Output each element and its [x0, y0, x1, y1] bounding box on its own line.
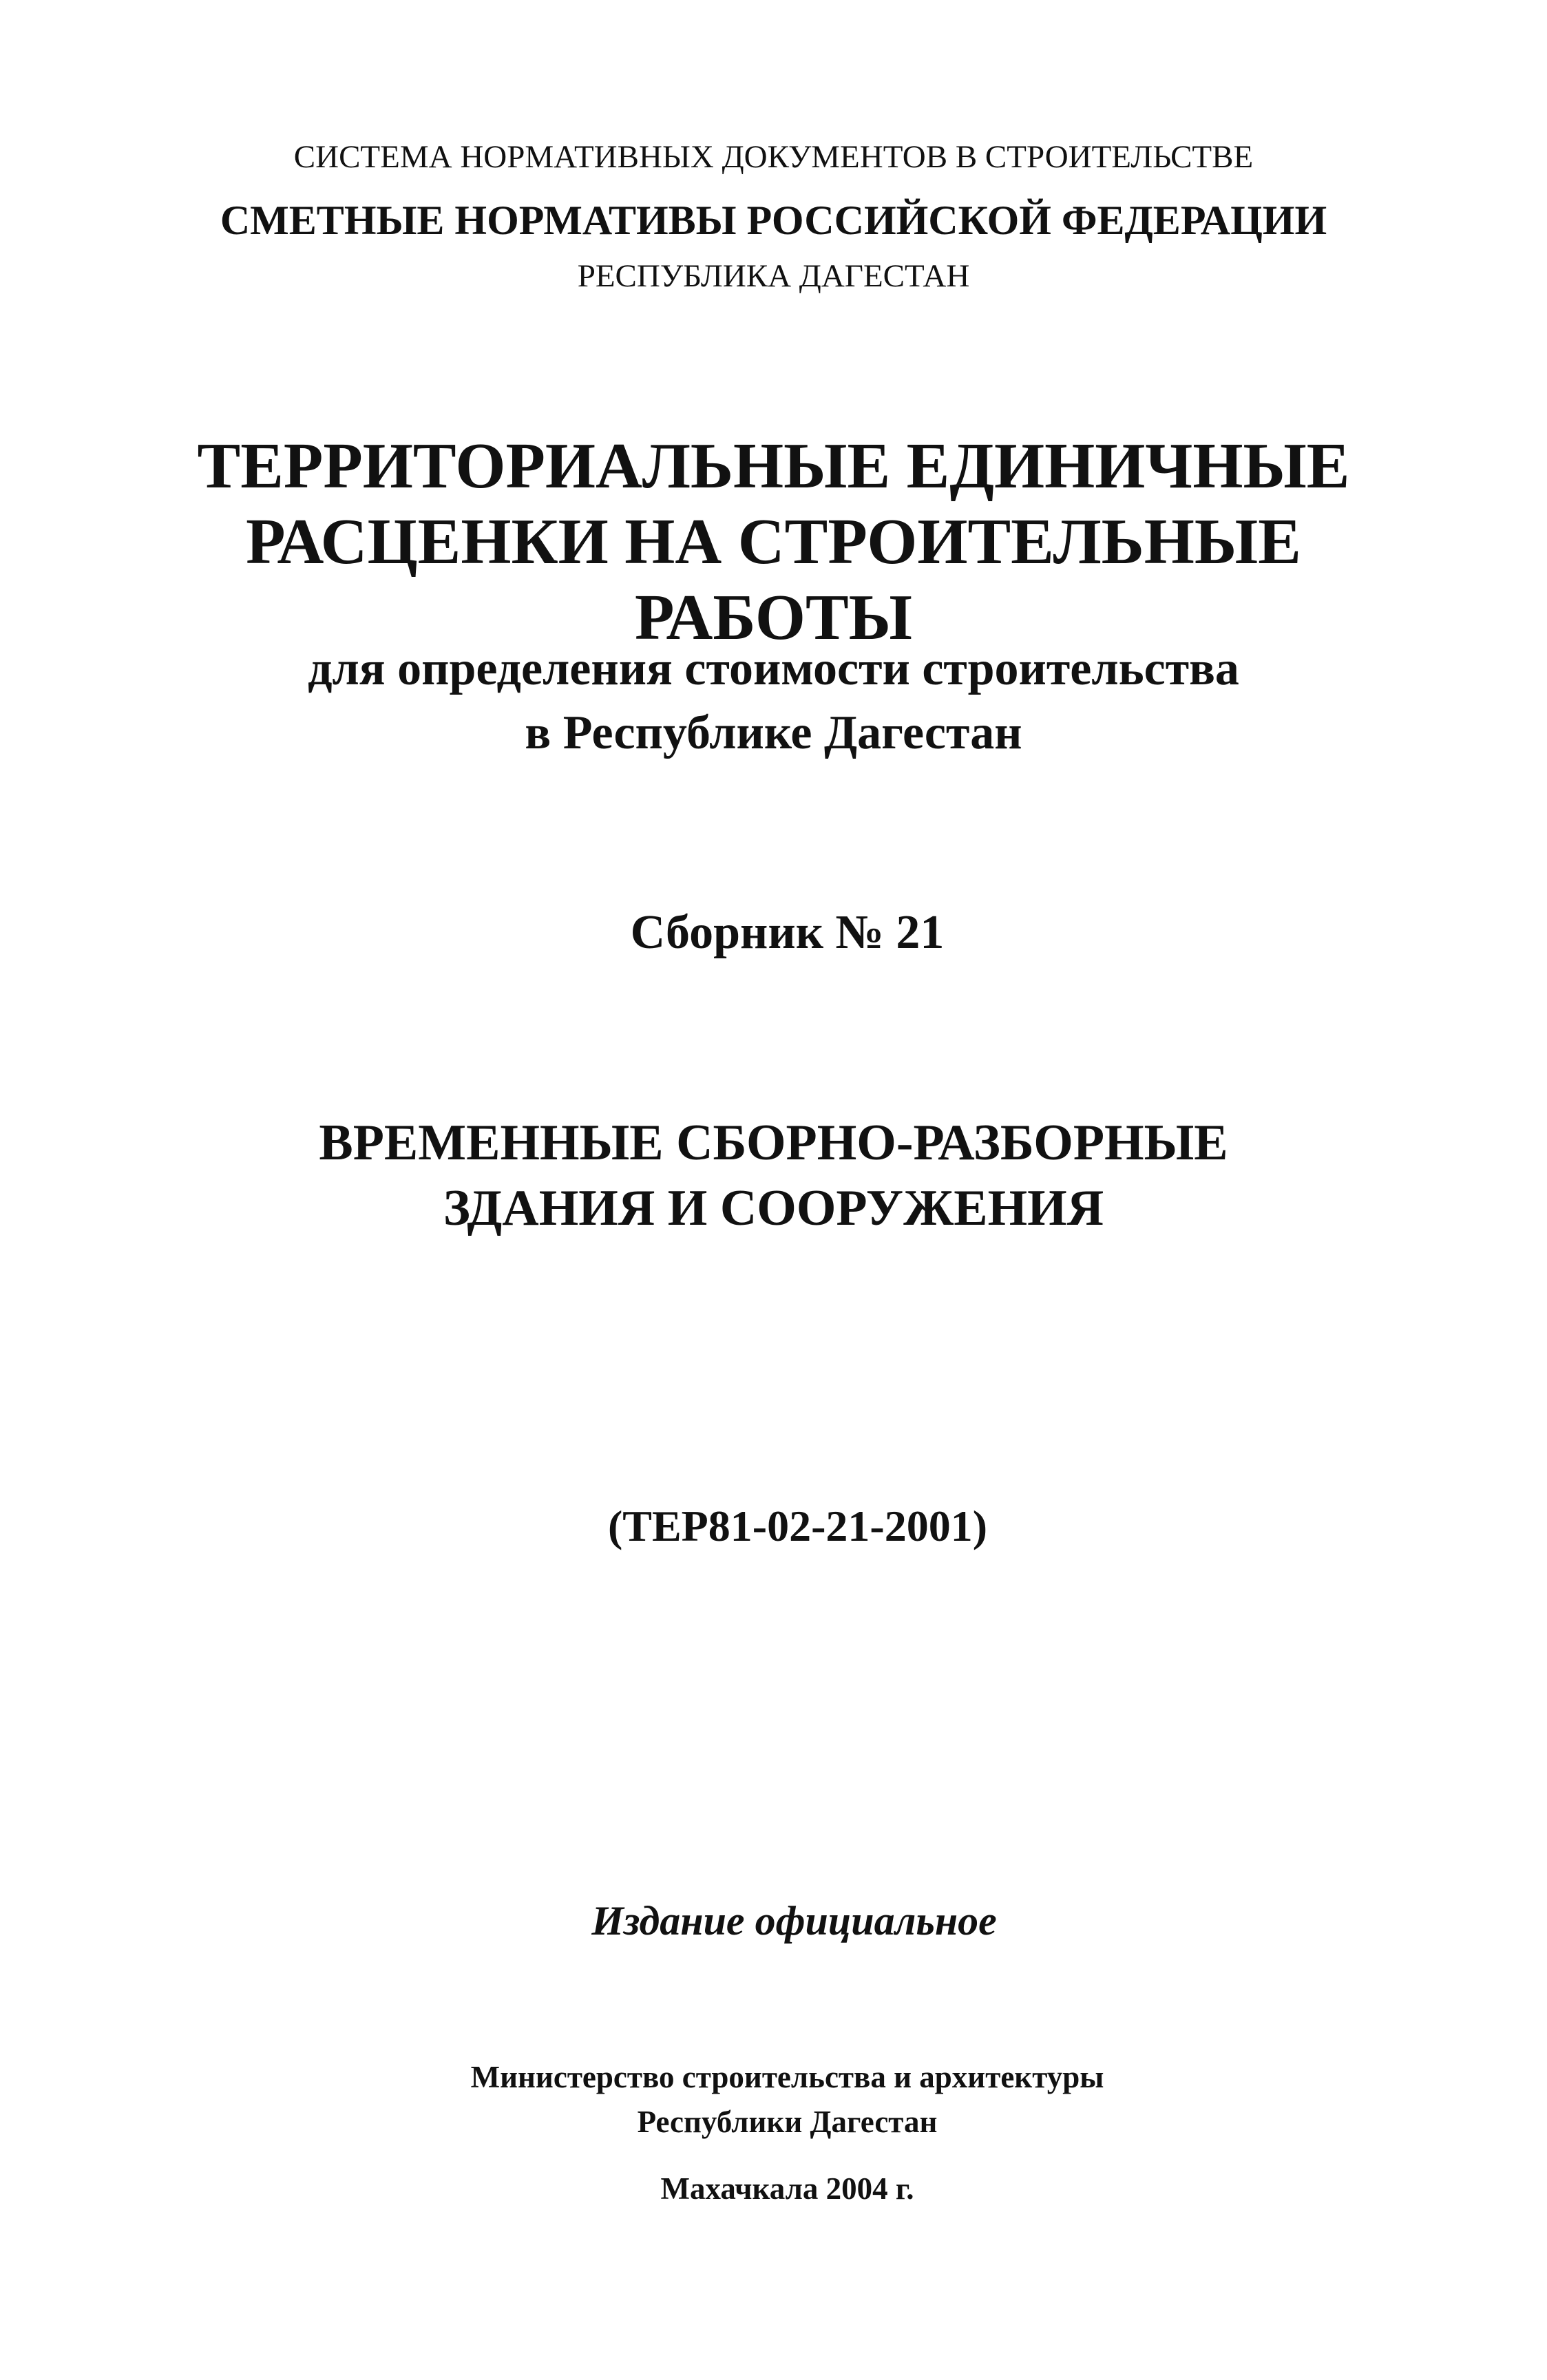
- series-name: СИСТЕМА НОРМАТИВНЫХ ДОКУМЕНТОВ В СТРОИТЕЛЬСТВЕ: [293, 139, 1254, 175]
- collection-number: Сборник № 21: [630, 906, 945, 959]
- document-title-line-2: РАСЦЕНКИ НА СТРОИТЕЛЬНЫЕ: [246, 506, 1301, 578]
- imprint-place-year: Махачкала 2004 г.: [660, 2171, 914, 2206]
- publisher-line-2: Республики Дагестан: [637, 2105, 938, 2139]
- section-title-line-1: ВРЕМЕННЫЕ СБОРНО-РАЗБОРНЫЕ: [319, 1115, 1228, 1171]
- edition-note: Издание официальное: [591, 1898, 997, 1944]
- series-subname: СМЕТНЫЕ НОРМАТИВЫ РОССИЙСКОЙ ФЕДЕРАЦИИ: [220, 198, 1327, 243]
- document-code: (ТЕР81-02-21-2001): [607, 1502, 988, 1550]
- document-subtitle-line-2: в Республике Дагестан: [525, 706, 1022, 759]
- section-title-line-2: ЗДАНИЯ И СООРУЖЕНИЯ: [443, 1180, 1104, 1236]
- document-title-line-3: РАБОТЫ: [635, 582, 912, 653]
- document-subtitle-line-1: для определения стоимости строительства: [308, 642, 1239, 695]
- document-title-line-1: ТЕРРИТОРИАЛЬНЫЕ ЕДИНИЧНЫЕ: [197, 430, 1350, 502]
- region-name: РЕСПУБЛИКА ДАГЕСТАН: [577, 258, 970, 294]
- publisher-line-1: Министерство строительства и архитектуры: [470, 2060, 1104, 2094]
